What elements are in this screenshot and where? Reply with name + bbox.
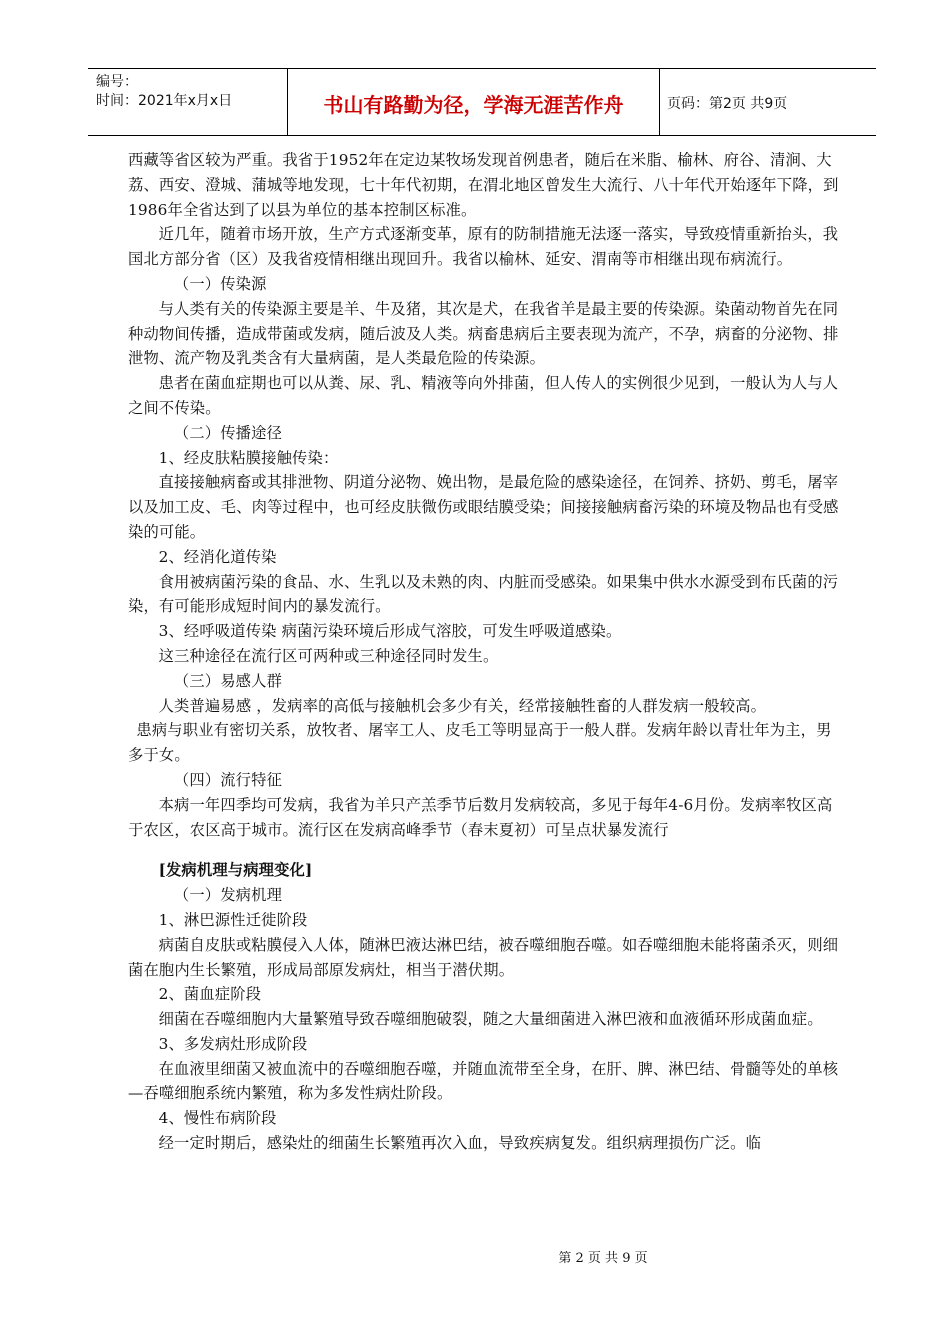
list-heading: 1、经皮肤粘膜接触传染： — [158, 448, 339, 467]
footer-page-number: 第 2 页 共 9 页 — [558, 1251, 648, 1266]
date-label: 时间：2021年x月x日 — [96, 93, 233, 109]
paragraph: 食用被病菌污染的食品、水、生乳以及未熟的肉、内脏而受感染。如果集中供水水源受到布氏菌的污染，有可能形成短时间内的暴发流行。 — [128, 572, 839, 616]
number-label: 编号： — [96, 74, 138, 90]
section-heading: [发病机理与病理变化] — [158, 861, 313, 880]
paragraph: 在血液里细菌又被血流中的吞噬细胞吞噬，并随血流带至全身，在肝、脾、淋巴结、骨髓等处的单核—吞噬细胞系统内繁殖，称为多发性病灶阶段。 — [128, 1059, 839, 1103]
header-page-cell — [659, 69, 876, 135]
paragraph: 3、经呼吸道传染 病菌污染环境后形成气溶胶，可发生呼吸道感染。 — [158, 622, 622, 641]
paragraph: 患者在菌血症期也可以从粪、尿、乳、精液等向外排菌，但人传人的实例很少见到，一般认为人与人之间不传染。 — [128, 374, 839, 417]
paragraph: 本病一年四季均可发病，我省为羊只产羔季节后数月发病较高，多见于每年4-6月份。发病率牧区高于农区，农区高于城市。流行区在发病高峰季节（春末夏初）可呈点状暴发流行 — [128, 795, 833, 839]
list-heading: 1、淋巴源性迁徙阶段 — [158, 910, 308, 929]
paragraph: 病菌自皮肤或粘膜侵入人体，随淋巴液达淋巴结，被吞噬细胞吞噬。如吞噬细胞未能将菌杀灭，则细菌在胞内生长繁殖，形成局部原发病灶，相当于潜伏期。 — [128, 935, 839, 979]
page-label: 页码：第2页 共9页 — [667, 96, 788, 112]
subheading: （三）易感人群 — [173, 671, 283, 690]
motto-text: 书山有路勤为径，学海无涯苦作舟 — [323, 93, 624, 117]
page-header — [88, 68, 876, 136]
list-heading: 4、慢性布病阶段 — [158, 1109, 277, 1128]
document-body — [128, 148, 840, 1156]
subheading: （一）发病机理 — [173, 886, 283, 905]
paragraph: 与人类有关的传染源主要是羊、牛及猪，其次是犬，在我省羊是最主要的传染源。染菌动物首先在同种动物间传播，造成带菌或发病，随后波及人类。病畜患病后主要表现为流产，不孕，病畜的分泌物、排泄物、流产物及乳类含有大量病菌，是人类最危险的传染源。 — [128, 299, 839, 368]
subheading: （一）传染源 — [173, 274, 267, 293]
paragraph: 细菌在吞噬细胞内大量繁殖导致吞噬细胞破裂，随之大量细菌进入淋巴液和血液循环形成菌血症。 — [158, 1010, 823, 1029]
paragraph: 直接接触病畜或其排泄物、阴道分泌物、娩出物，是最危险的感染途径，在饲养、挤奶、剪毛，屠宰以及加工皮、毛、肉等过程中，也可经皮肤微伤或眼结膜受染；间接接触病畜污染的环境及物品也有受感染的可能。 — [128, 473, 839, 541]
paragraph: 这三种途径在流行区可两种或三种途径同时发生。 — [158, 646, 499, 665]
paragraph: 近几年，随着市场开放，生产方式逐渐变革，原有的防制措施无法逐一落实，导致疫情重新抬头，我国北方部分省（区）及我省疫情相继出现回升。我省以榆林、延安、渭南等市相继出现布病流行。 — [128, 225, 839, 269]
subheading: （四）流行特征 — [173, 770, 283, 789]
paragraph: 经一定时期后，感染灶的细菌生长繁殖再次入血，导致疾病复发。组织病理损伤广泛。临 — [158, 1134, 762, 1153]
subheading: （二）传播途径 — [173, 423, 283, 442]
header-motto-cell — [287, 69, 660, 135]
page-footer — [0, 1247, 950, 1266]
paragraph: 患病与职业有密切关系，放牧者、屠宰工人、皮毛工等明显高于一般人群。发病年龄以青壮年为主，男多于女。 — [128, 721, 832, 765]
paragraph: 人类普遍易感 ，发病率的高低与接触机会多少有关，经常接触牲畜的人群发病一般较高。 — [158, 696, 767, 715]
header-info-cell — [88, 69, 287, 135]
list-heading: 2、经消化道传染 — [158, 547, 277, 566]
list-heading: 3、多发病灶形成阶段 — [158, 1034, 308, 1053]
paragraph: 西藏等省区较为严重。我省于1952年在定边某牧场发现首例患者，随后在米脂、榆林、府谷、清涧、大荔、西安、澄城、蒲城等地发现，七十年代初期，在渭北地区曾发生大流行、八十年代开始逐年下降，到1986年全省达到了以县为单位的基本控制区标准。 — [128, 151, 839, 219]
list-heading: 2、菌血症阶段 — [158, 985, 262, 1004]
